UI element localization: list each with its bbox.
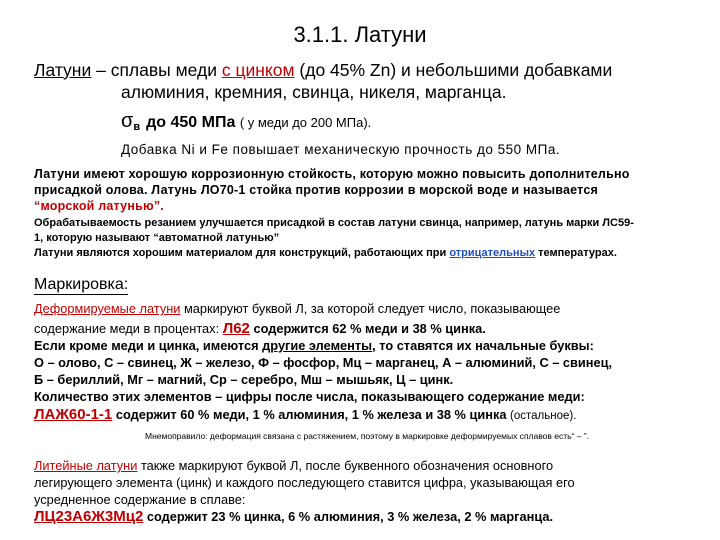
- wrought-text-2: содержание меди в процентах:: [34, 321, 223, 336]
- cast-line-1: [34, 458, 553, 473]
- sigma-symbol: σ: [121, 110, 134, 132]
- machining-line-3: [34, 247, 617, 259]
- wrought-line-3: [34, 338, 594, 353]
- wrought-line-1: [34, 301, 560, 316]
- sigma-subscript: в: [133, 121, 141, 133]
- ni-fe-note: Добавка Ni и Fe повышает механическую прочность до 550 МПа.: [121, 142, 561, 157]
- wrought-text-7b: (остальное).: [510, 410, 577, 422]
- dash: –: [91, 60, 111, 80]
- corrosion-line-3: “морской латунью”.: [34, 199, 164, 213]
- page-title: 3.1.1. Латуни: [293, 22, 427, 47]
- definition-line-1: [34, 59, 612, 82]
- code-l62: Л62: [222, 320, 250, 337]
- machining-text-a: Латуни являются хорошим материалом для конструкций, работающих при: [34, 247, 450, 259]
- wrought-text-7a: содержит 60 % меди, 1 % алюминия, 1 % железа и 38 % цинка: [112, 407, 511, 422]
- definition-text-2: (до 45% Zn) и небольшими добавками: [294, 60, 613, 80]
- machining-line-1: Обрабатываемость резанием улучшается присадкой в состав латуни свинца, например, латунь марки ЛС59-: [34, 217, 634, 229]
- wrought-text-1: маркируют буквой Л, за которой следует число, показывающее: [180, 301, 561, 316]
- wrought-line-4: О – олово, С – свинец, Ж – железо, Ф – фосфор, Мц – марганец, А – алюминий, С – свинец,: [34, 355, 613, 370]
- term-brass: Латуни: [34, 60, 92, 80]
- other-elements: другие элементы: [262, 338, 373, 353]
- definition-text-1: сплавы меди: [110, 60, 222, 80]
- wrought-text-3c: , то ставятся их начальные буквы:: [372, 338, 594, 353]
- cast-text-1: также маркируют буквой Л, после буквенного обозначения основного: [137, 458, 554, 473]
- corrosion-line-2: присадкой олова. Латунь ЛО70-1 стойка против коррозии в морской воде и называется: [34, 183, 598, 197]
- marking-heading: Маркировка:: [34, 276, 129, 293]
- wrought-line-7: [34, 406, 576, 423]
- code-lts23: ЛЦ23А6Ж3Мц2: [34, 508, 144, 525]
- strength-line: [121, 110, 371, 133]
- strength-note: ( у меди до 200 МПа).: [239, 115, 372, 130]
- code-lazh60: ЛАЖ60-1-1: [34, 406, 113, 423]
- strength-value: до 450 МПа: [146, 114, 236, 131]
- wrought-brass-link: Деформируемые латуни: [34, 301, 181, 316]
- zinc-link: с цинком: [221, 60, 295, 80]
- machining-text-c: температурах.: [535, 247, 617, 259]
- machining-line-2: 1, которую называют “автоматной латунью”: [34, 232, 280, 244]
- wrought-text-3a: Если кроме меди и цинка, имеются: [34, 338, 263, 353]
- wrought-text-2b: содержится 62 % меди и 38 % цинка.: [249, 321, 486, 336]
- wrought-line-5: Б – бериллий, Мг – магний, Ср – серебро, Мш – мышьяк, Ц – цинк.: [34, 372, 454, 387]
- cast-line-2: легирующего элемента (цинк) и каждого последующего ставится цифра, указывающая его: [34, 475, 575, 490]
- cast-line-4: [34, 508, 553, 525]
- definition-line-2: алюминия, кремния, свинца, никеля, марганца.: [121, 82, 507, 102]
- mnemonic-note: Мнемоправило: деформация связана с растяжением, поэтому в маркировке деформируемых сплавов есть“ – ”.: [145, 431, 590, 441]
- wrought-line-6: Количество этих элементов – цифры после числа, показывающего содержание меди:: [34, 389, 585, 404]
- cast-brass-link: Литейные латуни: [34, 458, 138, 473]
- cast-line-3: усредненное содержание в сплаве:: [34, 492, 246, 507]
- wrought-line-2: [34, 320, 486, 337]
- cast-text-4: содержит 23 % цинка, 6 % алюминия, 3 % железа, 2 % марганца.: [143, 509, 554, 524]
- corrosion-line-1: Латуни имеют хорошую коррозионную стойкость, которую можно повысить дополнительно: [34, 167, 630, 181]
- negative-link[interactable]: отрицательных: [449, 247, 536, 259]
